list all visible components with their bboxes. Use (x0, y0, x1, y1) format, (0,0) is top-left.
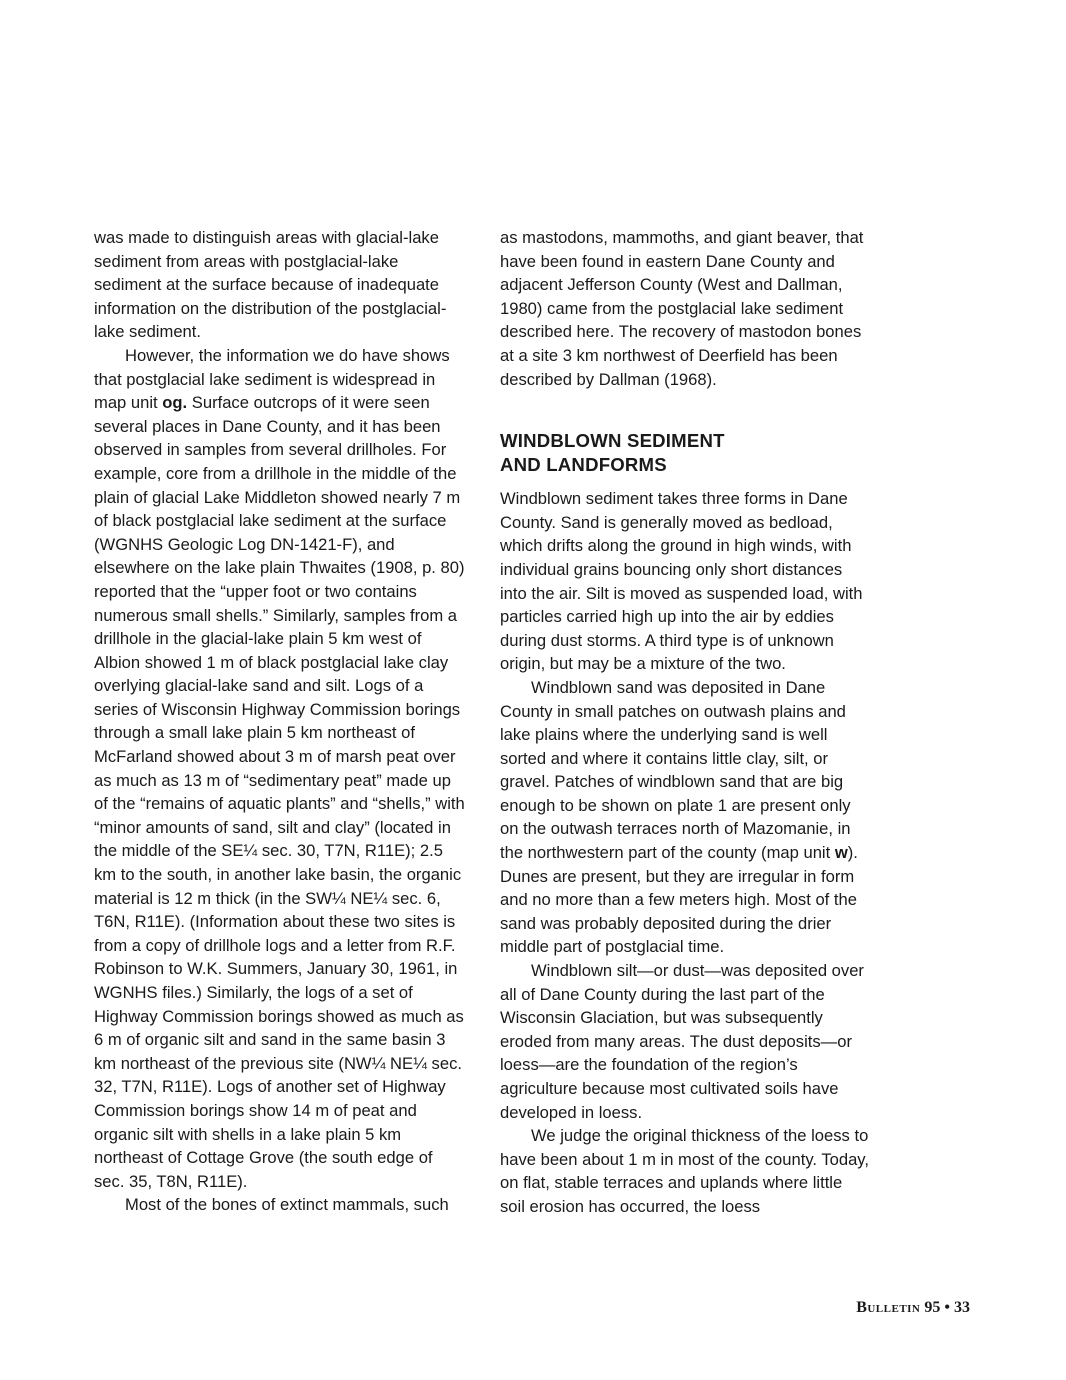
page-number: 33 (954, 1299, 970, 1316)
paragraph: Windblown silt—or dust—was deposited over all of Dane County during the last part of the Wisconsin Glaciation, but was subsequently eroded from many areas. The dust deposits—or loess—are the foundation of the region’s agriculture because most cultivated soils have developed in loess. (500, 961, 864, 1122)
paragraph: Windblown sediment takes three forms in Dane County. Sand is generally moved as bedload, which drifts along the ground in high winds, with individual grains bouncing only short distances into the air. Silt is moved as suspended load, with particles carried high up into the air by eddies during dust storms. A third type is of unknown origin, but may be a mixture of the two. (500, 489, 863, 674)
footer-separator: • (944, 1299, 950, 1316)
footer-bulletin-number: 95 (924, 1299, 941, 1316)
footer-series: Bulletin (856, 1299, 921, 1316)
paragraph (94, 344, 466, 1193)
paragraph-text: However, the information we do have shows that postglacial lake sediment is widespread in map unit (94, 345, 450, 413)
page-footer (856, 1299, 970, 1317)
section-spacer (500, 391, 870, 429)
paragraph-text: ). Dunes are present, but they are irregular in form and no more than a few meters high. Most of the sand was probably deposited during the drier middle part of postglacial time. (500, 843, 858, 957)
paragraph: We judge the original thickness of the loess to have been about 1 m in most of the county. Today, on flat, stable terraces and uplands where little soil erosion has occurred, the loess (500, 1126, 869, 1216)
left-column (94, 226, 466, 1217)
paragraph: as mastodons, mammoths, and giant beaver, that have been found in eastern Dane County and adjacent Jefferson County (West and Dallman, 1980) came from the postglacial lake sediment described here. The recovery of mastodon bones at a site 3 km northwest of Deerfield has been described by Dallman (1968). (500, 228, 864, 389)
paragraph: Most of the bones of extinct mammals, such (125, 1195, 449, 1215)
heading-line: AND LANDFORMS (500, 454, 667, 476)
paragraph-text: Surface outcrops of it were seen several places in Dane County, and it has been observed in samples from several drillholes. For example, core from a drillhole in the middle of the plain of glacial Lake Middleton showed nearly 7 m of black postglacial lake sediment at the surface (WGNHS Geologic Log DN-1421-F), and elsewhere on the lake plain Thwaites (1908, p. 80) reported that the “upper foot or two contains numerous small shells.” Similarly, samples from a drillhole in the glacial-lake plain 5 km west of Albion showed 1 m of black postglacial lake clay overlying glacial-lake sand and silt. Logs of a series of Wisconsin Highway Commission borings through a small lake plain 5 km northeast of McFarland showed about 3 m of marsh peat over as much as 13 m of “sedimentary peat” made up of the “remains of aquatic plants” and “shells,” with “minor amounts of sand, silt and clay” (located in the middle of the SE¼ sec. 30, T7N, R11E); 2.5 km to the south, in another lake basin, the organic material is 12 m thick (in the SW¼ NE¼ sec. 6, T6N, R11E). (Information about these two sites is from a copy of drillhole logs and a letter from R.F. Robinson to W.K. Summers, January 30, 1961, in WGNHS files.) Similarly, the logs of a set of Highway Commission borings showed as much as 6 m of organic silt and sand in the same basin 3 km northeast of the previous site (NW¼ NE¼ sec. 32, T7N, R11E). Logs of another set of Highway Commission borings show 14 m of peat and organic silt with shells in a lake plain 5 km northeast of Cottage Grove (the south edge of sec. 35, T8N, R11E). (94, 393, 465, 1191)
section-heading (500, 429, 870, 477)
map-unit-label: og. (162, 393, 188, 413)
right-column (500, 226, 870, 1219)
paragraph: was made to distinguish areas with glacial-lake sediment from areas with postglacial-lake sediment at the surface because of inadequate information on the distribution of the postglacial-lake sediment. (94, 228, 447, 342)
heading-line: WINDBLOWN SEDIMENT (500, 430, 725, 452)
paragraph-text: Windblown sand was deposited in Dane County in small patches on outwash plains and lake plains where the underlying sand is well sorted and where it contains little clay, silt, or gravel. Patches of windblown sand that are big enough to be shown on plate 1 are present only on the outwash terraces north of Mazomanie, in the northwestern part of the county (map unit (500, 677, 851, 863)
map-unit-label: w (834, 843, 848, 863)
paragraph (500, 676, 870, 959)
